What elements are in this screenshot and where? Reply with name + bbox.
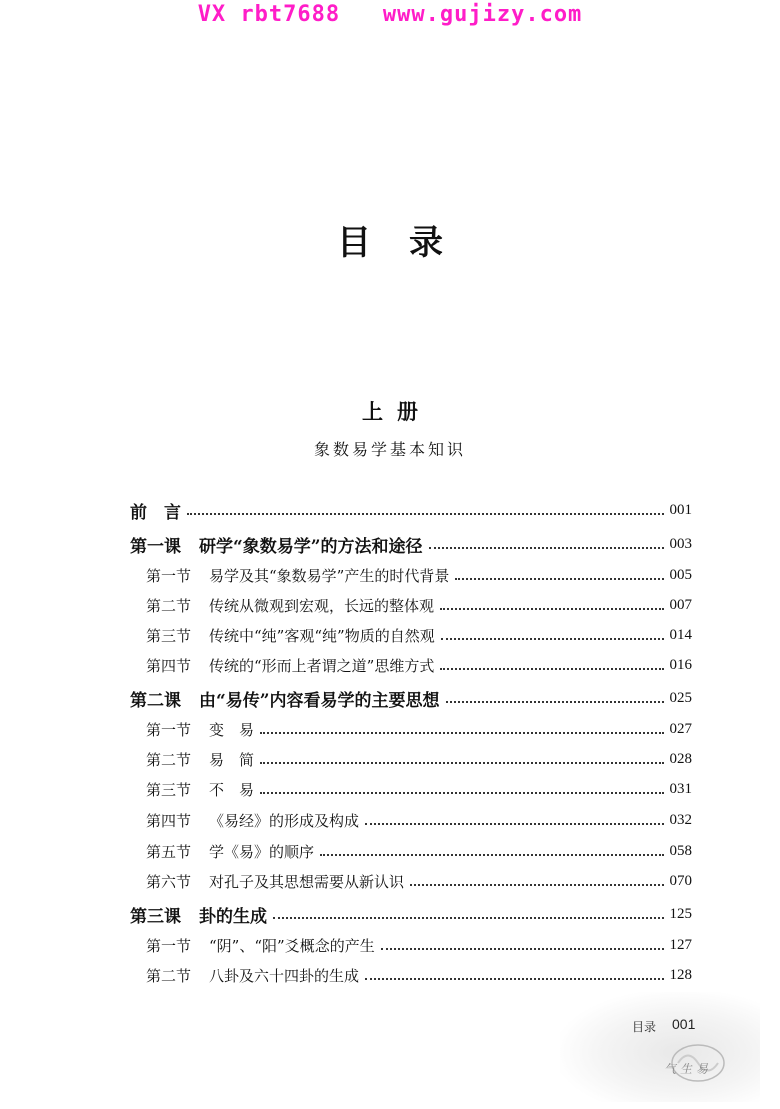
volume-subtitle: 象数易学基本知识 — [313, 440, 466, 459]
toc-entry-title: 变 易 — [209, 720, 255, 739]
toc-page-number: 032 — [669, 811, 692, 828]
toc-entry-title: 八卦及六十四卦的生成 — [209, 966, 360, 985]
toc-dot-leader — [441, 637, 664, 640]
toc-section-row — [146, 931, 692, 959]
toc-section-row — [146, 591, 692, 619]
toc-dot-leader — [440, 607, 663, 610]
toc-entry-title: 由“易传”内容看易学的主要思想 — [199, 690, 440, 711]
toc-entry-label: 第二节 — [146, 596, 192, 615]
toc-entry-label: 第一节 — [146, 566, 192, 585]
toc-lesson-row — [130, 530, 692, 558]
toc-entry-label: 第一节 — [146, 936, 192, 955]
toc-entry-label: 第三课 — [130, 906, 181, 927]
volume-title: 上册 — [362, 399, 432, 424]
toc-page-number: 128 — [669, 966, 692, 983]
toc-page-number: 005 — [669, 566, 692, 583]
toc-lesson-row — [130, 496, 692, 524]
toc-entry-label: 第四节 — [146, 656, 192, 675]
toc-entry-title: 传统从微观到宏观，长远的整体观 — [209, 596, 435, 615]
toc-lesson-row — [130, 684, 692, 712]
toc-section-row — [146, 867, 692, 895]
toc-page-number: 025 — [669, 689, 692, 706]
footer-decoration — [560, 992, 760, 1102]
toc-entry-label: 第一节 — [146, 720, 192, 739]
toc-dot-leader — [440, 667, 663, 670]
toc-entry-label: 第三节 — [146, 780, 192, 799]
footer-label: 目录 — [632, 1020, 657, 1034]
toc-dot-leader — [260, 791, 663, 794]
toc-section-row — [146, 621, 692, 649]
toc-entry-label: 第二课 — [130, 690, 181, 711]
toc-entry-title: 《易经》的形成及构成 — [209, 811, 360, 830]
footer-page-number: 001 — [672, 1016, 696, 1032]
toc-section-row — [146, 806, 692, 834]
toc-dot-leader — [187, 512, 664, 515]
toc-entry-title: “阴”、“阳”爻概念的产生 — [209, 936, 375, 955]
toc-entry-label: 第四节 — [146, 811, 192, 830]
toc-dot-leader — [429, 546, 664, 549]
toc-dot-leader — [446, 700, 664, 703]
toc-entry-title: 传统的“形而上者谓之道”思维方式 — [209, 656, 435, 675]
toc-page-number: 127 — [669, 936, 692, 953]
toc-page-number: 027 — [669, 720, 692, 737]
toc-dot-leader — [365, 977, 663, 980]
toc-section-row — [146, 745, 692, 773]
toc-entry-label: 第三节 — [146, 626, 192, 645]
toc-section-row — [146, 961, 692, 989]
toc-entry-title: 不 易 — [209, 780, 255, 799]
toc-dot-leader — [455, 577, 663, 580]
toc-page-number: 028 — [669, 750, 692, 767]
toc-dot-leader — [365, 822, 663, 825]
toc-entry-label: 第二节 — [146, 750, 192, 769]
toc-entry-label: 前 言 — [130, 502, 181, 523]
toc-dot-leader — [260, 761, 663, 764]
toc-page-number: 070 — [669, 872, 692, 889]
toc-page-number: 031 — [669, 780, 692, 797]
toc-section-row — [146, 651, 692, 679]
toc-dot-leader — [260, 731, 663, 734]
footer-logo-text: 气生易 — [664, 1062, 713, 1076]
toc-lesson-row — [130, 900, 692, 928]
toc-page-number: 016 — [669, 656, 692, 673]
toc-page-number: 058 — [669, 842, 692, 859]
toc-entry-title: 对孔子及其思想需要从新认识 — [209, 872, 405, 891]
page-title: 目录 — [337, 223, 481, 263]
toc-dot-leader — [381, 947, 664, 950]
toc-page-number: 014 — [669, 626, 692, 643]
toc-page-number: 125 — [669, 905, 692, 922]
toc-entry-title: 易学及其“象数易学”产生的时代背景 — [209, 566, 450, 585]
toc-entry-label: 第六节 — [146, 872, 192, 891]
toc-entry-title: 研学“象数易学”的方法和途径 — [199, 536, 423, 557]
toc-dot-leader — [410, 883, 663, 886]
toc-dot-leader — [320, 853, 663, 856]
toc-entry-title: 易 简 — [209, 750, 255, 769]
toc-entry-title: 学《易》的顺序 — [209, 842, 315, 861]
toc-entry-title: 传统中“纯”客观“纯”物质的自然观 — [209, 626, 435, 645]
toc-entry-label: 第二节 — [146, 966, 192, 985]
toc-page-number: 007 — [669, 596, 692, 613]
toc-entry-title: 卦的生成 — [199, 906, 267, 927]
toc-section-row — [146, 837, 692, 865]
toc-section-row — [146, 775, 692, 803]
toc-section-row — [146, 561, 692, 589]
toc-entry-label: 第五节 — [146, 842, 192, 861]
toc-dot-leader — [273, 916, 664, 919]
toc-entry-label: 第一课 — [130, 536, 181, 557]
toc-section-row — [146, 715, 692, 743]
toc-page-number: 001 — [669, 501, 692, 518]
watermark-text: VX rbt7688 www.gujizy.com — [197, 2, 583, 27]
toc-page-number: 003 — [669, 535, 692, 552]
